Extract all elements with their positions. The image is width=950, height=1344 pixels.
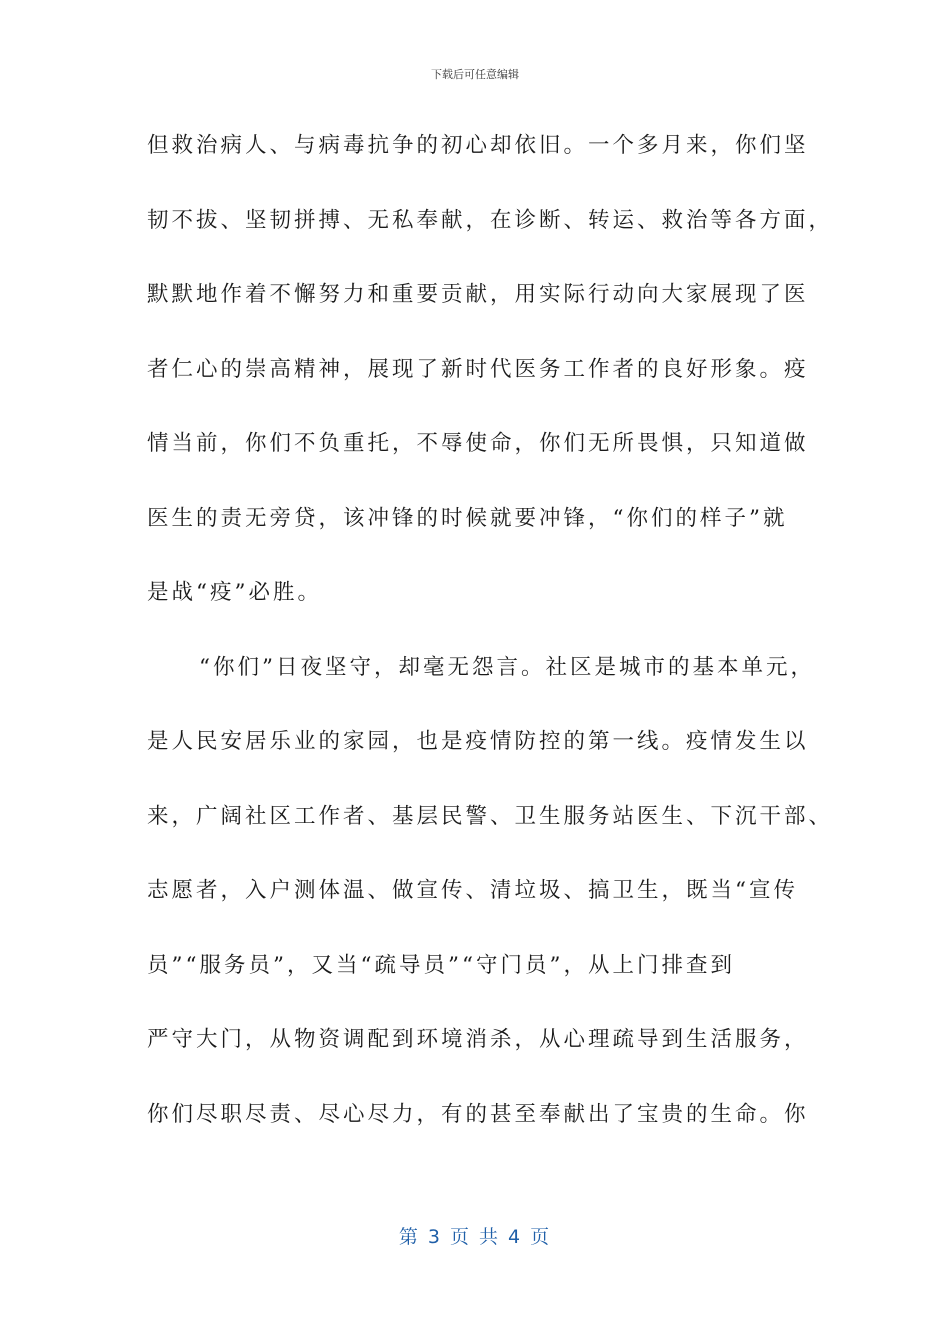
text-line: 者仁心的崇高精神，展现了新时代医务工作者的良好形象。疫: [147, 356, 809, 382]
header-note: 下载后可任意编辑: [431, 68, 519, 81]
text-line: 来，广阔社区工作者、基层民警、卫生服务站医生、下沉干部、: [147, 803, 834, 829]
text-line: 是人民安居乐业的家园，也是疫情防控的第一线。疫情发生以: [147, 729, 809, 754]
text-line: 韧不拔、坚韧拼搏、无私奉献，在诊断、转运、救治等各方面，: [147, 207, 834, 233]
paragraph-start-line: “你们”日夜坚守，却毫无怨言。社区是城市的基本单元，: [199, 654, 815, 680]
text-line: 情当前，你们不负重托，不辱使命，你们无所畏惧，只知道做: [147, 431, 809, 456]
text-line: 志愿者，入户测体温、做宣传、清垃圾、搞卫生，既当“宣传: [147, 878, 798, 903]
document-body: [147, 123, 834, 1166]
text-line: 员”“服务员”，又当“疏导员”“守门员”，从上门排查到: [147, 952, 735, 978]
text-line: 医生的责无旁贷，该冲锋的时候就要冲锋，“你们的样子”就: [147, 505, 788, 531]
text-line: 严守大门，从物资调配到环境消杀，从心理疏导到生活服务，: [147, 1027, 809, 1052]
text-line: 你们尽职尽责、尽心尽力，有的甚至奉献出了宝贵的生命。你: [147, 1101, 809, 1127]
text-line: 默默地作着不懈努力和重要贡献，用实际行动向大家展现了医: [147, 282, 809, 307]
text-line: 是战“疫”必胜。: [147, 580, 322, 605]
page-number-footer: 第 3 页 共 4 页: [398, 1226, 552, 1248]
text-line: 但救治病人、与病毒抗争的初心却依旧。一个多月来，你们坚: [147, 133, 809, 158]
